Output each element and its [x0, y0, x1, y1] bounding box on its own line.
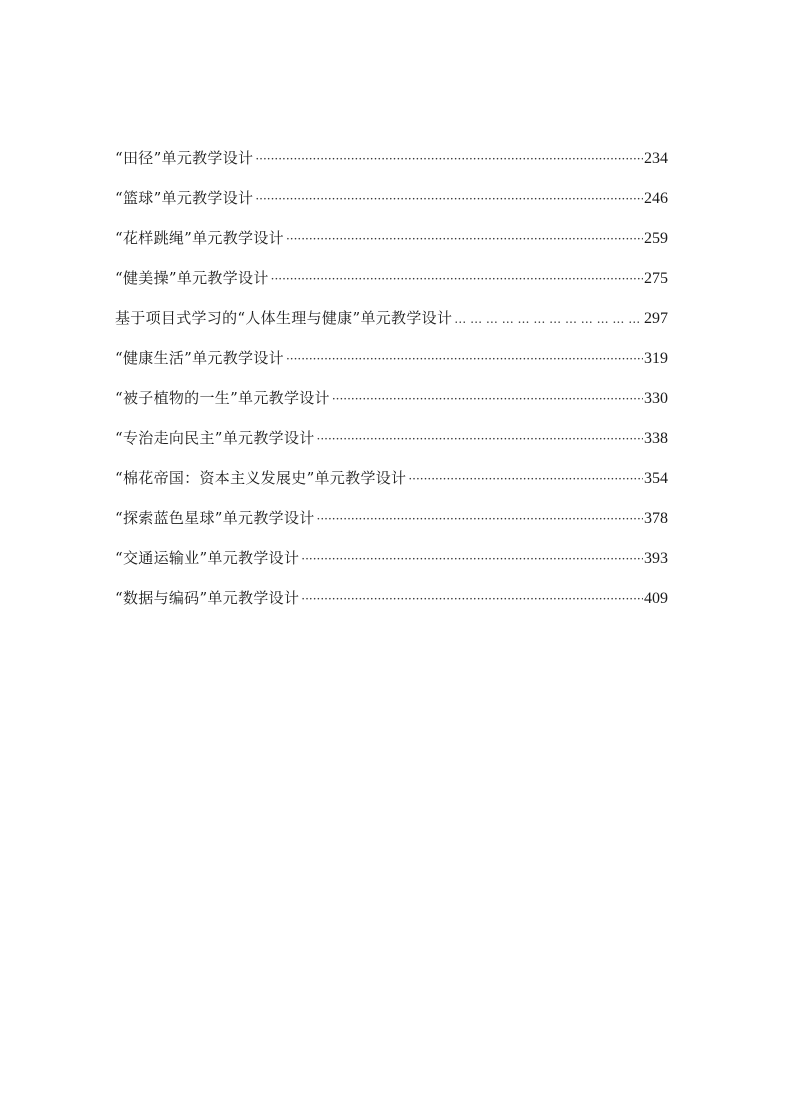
toc-entry-title: “花样跳绳”单元教学设计	[115, 229, 284, 247]
toc-entry-title: “数据与编码”单元教学设计	[115, 589, 300, 607]
toc-entry-title: “棉花帝国：资本主义发展史”单元教学设计	[115, 469, 407, 487]
toc-entry-title: 基于项目式学习的“人体生理与健康”单元教学设计	[115, 309, 453, 327]
dot-leader	[317, 507, 643, 531]
toc-entry-page-number: 259	[644, 230, 668, 247]
toc-entry-page-number: 338	[644, 430, 668, 447]
dot-leader	[255, 147, 643, 171]
toc-entry-page-number: 409	[644, 590, 668, 607]
toc-entry-title: “健康生活”单元教学设计	[115, 349, 284, 367]
toc-entry[interactable]	[115, 346, 668, 386]
toc-entry-page-number: 234	[644, 150, 668, 167]
dot-leader	[317, 427, 643, 451]
toc-entry-page-number: 393	[644, 550, 668, 567]
toc-entry-title: “被子植物的一生”单元教学设计	[115, 389, 330, 407]
toc-entry-title: “健美操”单元教学设计	[115, 269, 269, 287]
toc-entry[interactable]	[115, 466, 668, 506]
toc-entry[interactable]	[115, 266, 668, 306]
toc-entry[interactable]	[115, 386, 668, 426]
toc-entry-page-number: 330	[644, 390, 668, 407]
dot-leader	[286, 347, 643, 371]
toc-entry-page-number: 378	[644, 510, 668, 527]
toc-entry[interactable]	[115, 546, 668, 586]
dot-leader	[301, 587, 643, 611]
toc-entry[interactable]	[115, 426, 668, 466]
toc-entry-page-number: 297	[644, 310, 668, 327]
toc-entry-page-number: 275	[644, 270, 668, 287]
table-of-contents	[115, 146, 668, 626]
toc-entry[interactable]	[115, 306, 668, 346]
toc-entry-page-number: 354	[644, 470, 668, 487]
dot-leader	[271, 267, 643, 291]
toc-entry[interactable]	[115, 146, 668, 186]
toc-entry-title: “交通运输业”单元教学设计	[115, 549, 300, 567]
dot-leader	[454, 307, 643, 331]
dot-leader	[286, 227, 643, 251]
toc-entry[interactable]	[115, 586, 668, 626]
toc-entry-page-number: 319	[644, 350, 668, 367]
toc-entry-title: “田径”单元教学设计	[115, 149, 254, 167]
toc-entry[interactable]	[115, 506, 668, 546]
toc-entry-title: “探索蓝色星球”单元教学设计	[115, 509, 315, 527]
dot-leader	[408, 467, 643, 491]
dot-leader	[255, 187, 643, 211]
toc-entry-page-number: 246	[644, 190, 668, 207]
toc-entry-title: “专治走向民主”单元教学设计	[115, 429, 315, 447]
toc-entry[interactable]	[115, 186, 668, 226]
dot-leader	[301, 547, 643, 571]
toc-entry[interactable]	[115, 226, 668, 266]
toc-entry-title: “篮球”单元教学设计	[115, 189, 254, 207]
dot-leader	[332, 387, 643, 411]
